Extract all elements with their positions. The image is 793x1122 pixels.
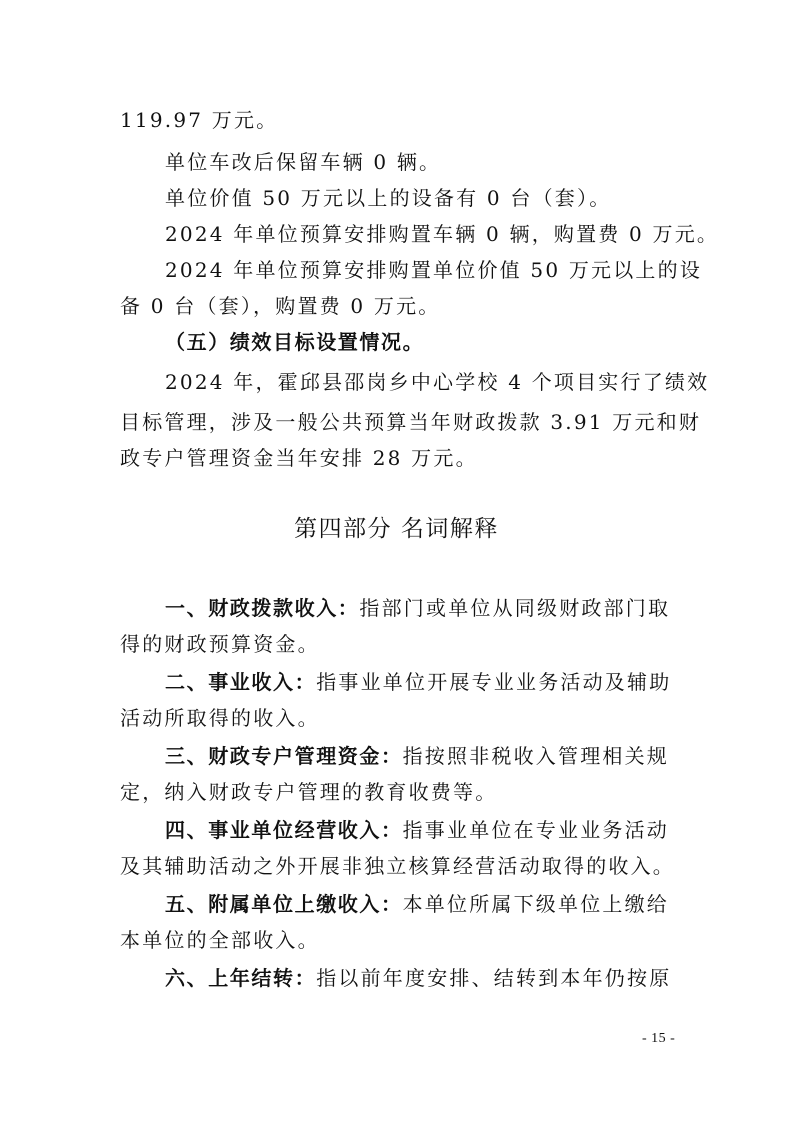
term-label: 一、财政拨款收入： xyxy=(165,596,360,620)
term-definition-continued: 定，纳入财政专户管理的教育收费等。 xyxy=(120,780,498,804)
term-definition: 本单位所属下级单位上缴给 xyxy=(402,892,670,916)
body-line: 2024 年，霍邱县邵岗乡中心学校 4 个项目实行了绩效 xyxy=(165,370,710,394)
page-number: - 15 - xyxy=(642,1031,676,1046)
term-line xyxy=(165,818,669,842)
term-label: 二、事业收入： xyxy=(165,670,317,694)
term-label: 五、附属单位上缴收入： xyxy=(165,892,403,916)
term-line xyxy=(165,596,670,620)
term-definition: 指事业单位在专业业务活动 xyxy=(402,818,670,842)
term-definition: 指按照非税收入管理相关规 xyxy=(402,744,670,768)
body-line: 单位车改后保留车辆 0 辆。 xyxy=(165,150,442,174)
term-definition: 指部门或单位从同级财政部门取 xyxy=(359,596,671,620)
term-label: 四、事业单位经营收入： xyxy=(165,818,403,842)
body-line: 单位价值 50 万元以上的设备有 0 台（套）。 xyxy=(165,186,612,210)
term-definition-continued: 活动所取得的收入。 xyxy=(120,706,320,730)
body-line: 119.97 万元。 xyxy=(120,108,279,132)
term-label: 六、上年结转： xyxy=(165,966,317,990)
term-definition: 指事业单位开展专业业务活动及辅助 xyxy=(316,670,672,694)
term-definition-continued: 及其辅助活动之外开展非独立核算经营活动取得的收入。 xyxy=(120,854,675,878)
term-line xyxy=(165,744,669,768)
term-definition: 指以前年度安排、结转到本年仍按原 xyxy=(316,966,672,990)
part-four-heading: 第四部分 名词解释 xyxy=(294,516,499,542)
body-line: 备 0 台（套），购置费 0 万元。 xyxy=(120,294,441,318)
term-line xyxy=(165,892,669,916)
term-line xyxy=(165,670,671,694)
section-five-title: （五）绩效目标设置情况。 xyxy=(165,330,425,354)
body-line: 2024 年单位预算安排购置车辆 0 辆，购置费 0 万元。 xyxy=(165,222,720,246)
term-line xyxy=(165,966,671,990)
term-definition-continued: 本单位的全部收入。 xyxy=(120,928,320,952)
body-line: 2024 年单位预算安排购置单位价值 50 万元以上的设 xyxy=(165,258,703,282)
body-line: 政专户管理资金当年安排 28 万元。 xyxy=(120,446,478,470)
term-definition-continued: 得的财政预算资金。 xyxy=(120,632,320,656)
term-label: 三、财政专户管理资金： xyxy=(165,744,403,768)
body-line: 目标管理，涉及一般公共预算当年财政拨款 3.91 万元和财 xyxy=(120,410,702,434)
